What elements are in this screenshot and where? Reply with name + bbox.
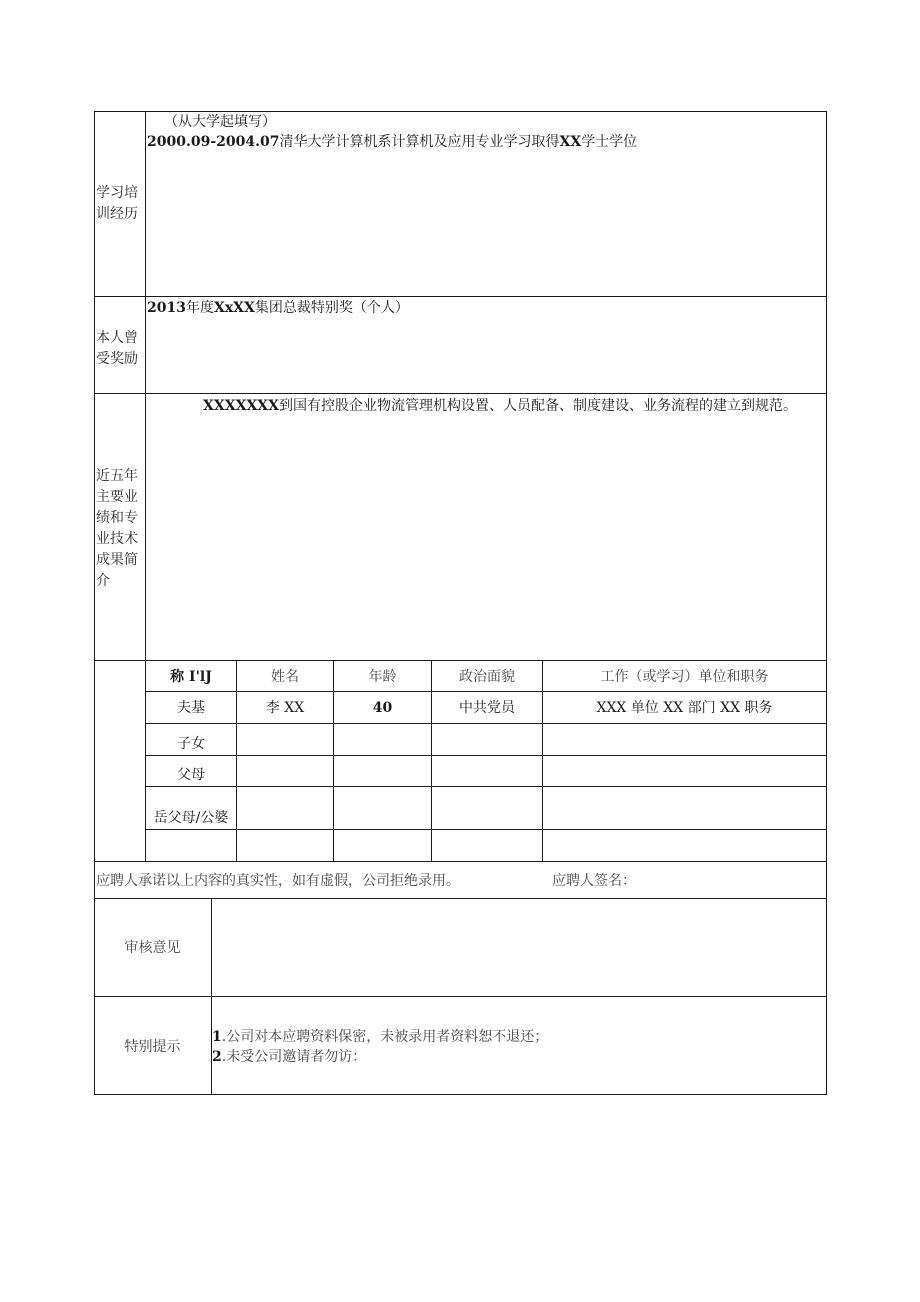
family-col-line-2 bbox=[333, 660, 334, 861]
study-entry-text2: 学士学位 bbox=[581, 134, 638, 150]
awards-label: 本人曾受奖励 bbox=[96, 330, 138, 367]
family-row-3-relation: 父母 bbox=[177, 767, 205, 783]
family-row-line-1 bbox=[145, 691, 827, 692]
achievements-text bbox=[147, 395, 823, 417]
achievements-label: 近五年主要业绩和专业技术成果简介 bbox=[96, 468, 138, 589]
family-header-name: 姓名 bbox=[271, 669, 299, 685]
signature-field[interactable] bbox=[639, 866, 819, 894]
family-header-politics: 政治面貌 bbox=[459, 669, 515, 685]
notice-item-1 bbox=[212, 1028, 548, 1046]
family-row-2-relation: 子女 bbox=[177, 736, 205, 752]
family-row-line-4 bbox=[145, 786, 827, 787]
sep-achievements-family bbox=[94, 660, 827, 661]
study-note: （从大学起填写） bbox=[164, 114, 276, 130]
family-row-4-relation: 岳父母/公婆 bbox=[153, 810, 229, 826]
notice-item-1-num: 1 bbox=[212, 1029, 222, 1045]
family-row-1-name bbox=[237, 699, 333, 717]
sep-family-pledge bbox=[94, 861, 827, 862]
signature-label: 应聘人签名： bbox=[552, 873, 636, 889]
awards-company: XxXX bbox=[213, 300, 255, 316]
awards-text1: 年度 bbox=[185, 300, 214, 316]
family-row-line-3 bbox=[145, 755, 827, 756]
family-header-work: 工作（或学习）单位和职务 bbox=[600, 669, 769, 685]
notice-label: 特别提示 bbox=[124, 1039, 181, 1055]
family-col-line-4 bbox=[542, 660, 543, 861]
sep-pledge-review bbox=[94, 898, 827, 899]
notice-item-2-text: .未受公司邀请者勿访： bbox=[221, 1049, 367, 1065]
family-row-1-age: 40 bbox=[372, 700, 393, 716]
awards-entry bbox=[147, 299, 409, 317]
border-bottom bbox=[94, 1094, 827, 1095]
border-top bbox=[94, 111, 827, 112]
family-header-age: 年龄 bbox=[368, 669, 397, 685]
study-entry-text1: 清华大学计算机系计算机及应用专业学习取得 bbox=[279, 134, 560, 150]
study-entry-degree-code: XX bbox=[559, 134, 582, 150]
application-form bbox=[94, 111, 827, 1095]
pledge-text: 应聘人承诺以上内容的真实性，如有虚假，公司拒绝录用。 bbox=[96, 873, 460, 889]
study-entry bbox=[147, 133, 637, 151]
family-row-1-name-text: 李 XX bbox=[265, 700, 305, 716]
sep-review-notice bbox=[94, 996, 827, 997]
notice-item-1-text: .公司对本应聘资料保密，未被录用者资料恕不退还； bbox=[221, 1029, 549, 1045]
awards-text2: 集团总裁特别奖（个人） bbox=[254, 300, 409, 316]
sep-study-awards bbox=[94, 296, 827, 297]
family-row-1-work: XXX 单位 XX 部门 XX 职务 bbox=[596, 700, 773, 716]
family-header-relation: 称 I'lJ bbox=[170, 669, 212, 685]
study-label: 学习培训经历 bbox=[96, 185, 138, 222]
family-col-line-1 bbox=[236, 660, 237, 861]
sep-awards-achievements bbox=[94, 393, 827, 394]
awards-year: 2013 bbox=[147, 300, 186, 316]
family-row-1-politics: 中共党员 bbox=[459, 700, 515, 716]
family-row-line-2 bbox=[145, 723, 827, 724]
achievements-lead: XXXXXXX bbox=[203, 398, 280, 414]
achievements-body: 到国有控股企业物流管理机构设置、人员配备、制度建设、业务流程的建立到规范。 bbox=[279, 398, 798, 414]
notice-item-2-num: 2 bbox=[212, 1049, 222, 1065]
study-entry-dates: 2000.09-2004.07 bbox=[147, 134, 280, 150]
review-label: 审核意见 bbox=[124, 940, 181, 956]
family-row-line-5 bbox=[145, 829, 827, 830]
border-right bbox=[826, 111, 827, 1095]
family-col-line-3 bbox=[431, 660, 432, 861]
notice-item-2 bbox=[212, 1048, 366, 1066]
family-row-1-relation: 夫基 bbox=[177, 700, 205, 716]
review-opinion-field[interactable] bbox=[213, 900, 825, 995]
